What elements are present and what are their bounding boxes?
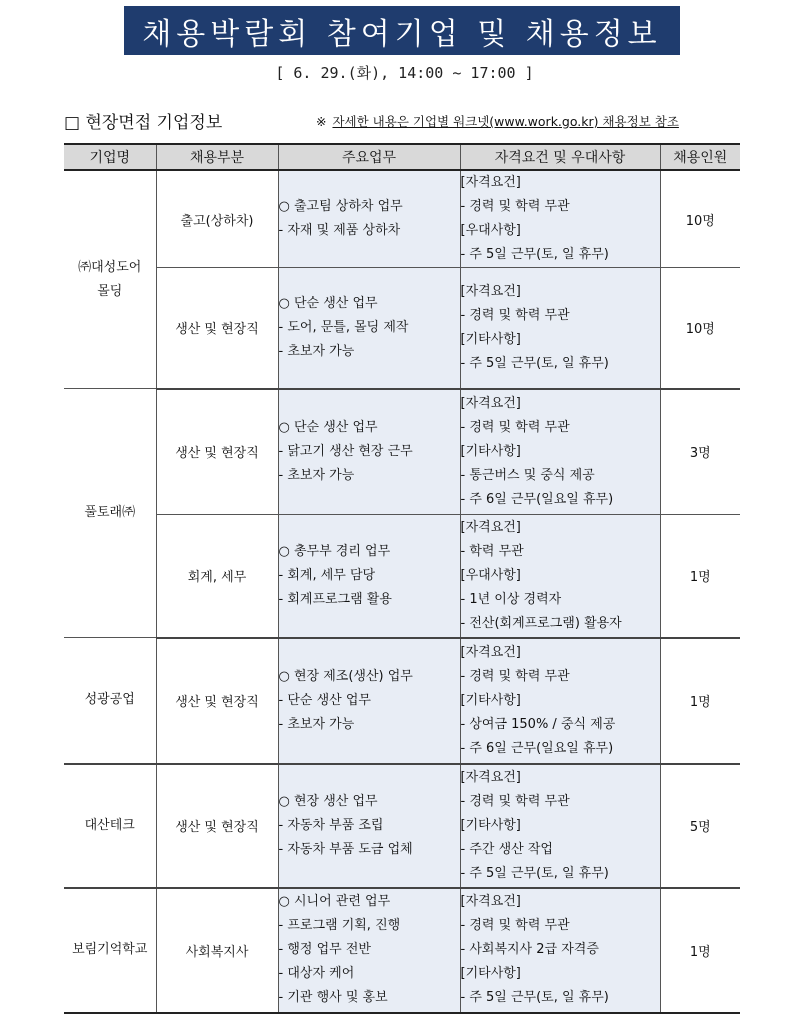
header-company: 기업명 [64,144,156,170]
company-name-cell [64,389,156,638]
page-title: 채용박람회 참여기업 및 채용정보 [142,16,662,52]
qualification-line: [자격요건] [460,519,521,535]
header-duties: 주요업무 [278,144,460,170]
qualification-line: [자격요건] [460,283,521,299]
duty-line: - 자동차 부품 도금 업체 [278,841,413,857]
qualification-line: - 경력 및 학력 무관 [460,793,570,809]
duty-line: ○ 단순 생산 업무 [278,295,378,311]
table-row [64,888,740,1013]
qualification-line: [기타사항] [460,443,521,459]
duty-line: - 회계프로그램 활용 [278,591,392,607]
page-title-banner [124,6,680,55]
duties-cell [278,764,460,888]
hire-count-cell: 1명 [660,515,740,638]
field-cell: 생산 및 현장직 [156,268,278,389]
duty-line: - 초보자 가능 [278,343,355,359]
note-text: 자세한 내용은 기업별 워크넷(www.work.go.kr) 채용정보 참조 [332,114,679,129]
qualifications-cell [460,170,660,268]
field-cell: 생산 및 현장직 [156,638,278,764]
field-cell: 생산 및 현장직 [156,764,278,888]
duty-line: ○ 시니어 관련 업무 [278,894,391,909]
qualification-line: - 1년 이상 경력자 [460,591,562,607]
company-name-line: 성광공업 [84,692,135,708]
note-mark: ※ [316,114,327,129]
table-row [64,638,740,764]
qualification-line: - 주 5일 근무(토, 일 휴무) [460,247,609,262]
hire-count-cell: 1명 [660,888,740,1013]
duty-line: - 회계, 세무 담당 [278,567,376,583]
qualification-line: - 주간 생산 작업 [460,841,553,857]
qualification-line: - 경력 및 학력 무관 [460,199,570,214]
header-field: 채용부분 [156,144,278,170]
company-name-line: 대산테크 [84,817,135,833]
qualification-line: [우대사항] [460,567,521,583]
qualification-line: [기타사항] [460,692,521,708]
table-row [64,170,740,268]
section-title: □ 현장면접 기업정보 [64,113,223,133]
qualification-line: - 경력 및 학력 무관 [460,307,570,323]
hire-count-cell: 10명 [660,170,740,268]
event-date: [ 6. 29.(화), 14:00 ~ 17:00 ] [275,64,534,82]
qualification-line: [자격요건] [460,175,521,190]
duties-cell [278,389,460,515]
qualification-line: [기타사항] [460,966,521,981]
qualification-line: - 학력 무관 [460,543,524,559]
duty-line: - 자동차 부품 조립 [278,817,384,833]
field-cell: 회계, 세무 [156,515,278,638]
table-row [64,268,740,389]
section-note [316,112,679,130]
duty-line: ○ 단순 생산 업무 [278,419,378,435]
header-count: 채용인원 [660,144,740,170]
qualifications-cell [460,764,660,888]
hire-count-cell: 1명 [660,638,740,764]
header-qualifications: 자격요건 및 우대사항 [460,144,660,170]
qualifications-cell [460,638,660,764]
hire-count-cell: 5명 [660,764,740,888]
duty-line: - 초보자 가능 [278,716,355,732]
company-name-cell [64,638,156,764]
qualifications-cell [460,888,660,1013]
duty-line: ○ 현장 제조(생산) 업무 [278,668,413,684]
qualification-line: - 주 6일 근무(일요일 휴무) [460,491,614,507]
qualification-line: - 주 5일 근무(토, 일 휴무) [460,865,609,881]
qualification-line: - 주 5일 근무(토, 일 휴무) [460,355,609,371]
qualification-line: - 사회복지사 2급 자격증 [460,942,599,957]
company-table [64,143,740,1014]
duty-line: - 닭고기 생산 현장 근무 [278,443,413,459]
table-header-row [64,144,740,170]
hire-count-cell: 3명 [660,389,740,515]
qualification-line: [자격요건] [460,395,521,411]
company-name-cell [64,764,156,888]
qualification-line: - 경력 및 학력 무관 [460,918,570,933]
duty-line: - 행정 업무 전반 [278,942,371,957]
qualification-line: - 통근버스 및 중식 제공 [460,467,595,483]
qualification-line: [자격요건] [460,769,521,785]
company-name-cell [64,888,156,1013]
hire-count-cell: 10명 [660,268,740,389]
duties-cell [278,888,460,1013]
qualification-line: - 상여금 150% / 중식 제공 [460,716,616,732]
qualification-line: [우대사항] [460,223,521,238]
qualifications-cell [460,515,660,638]
field-cell: 출고(상하차) [156,170,278,268]
table-row [64,515,740,638]
duties-cell [278,515,460,638]
table-row [64,764,740,888]
table-row [64,389,740,515]
duty-line: - 단순 생산 업무 [278,692,371,708]
qualification-line: - 전산(회계프로그램) 활용자 [460,615,622,631]
duties-cell [278,268,460,389]
company-name-line: 보림기억학교 [72,942,148,957]
qualification-line: [기타사항] [460,817,521,833]
duty-line: - 초보자 가능 [278,467,355,483]
duty-line: ○ 총무부 경리 업무 [278,543,391,559]
qualification-line: - 주 6일 근무(일요일 휴무) [460,740,614,756]
duties-cell [278,170,460,268]
duty-line: - 자재 및 제품 상하차 [278,223,401,238]
field-cell: 생산 및 현장직 [156,389,278,515]
company-name-cell [64,170,156,389]
company-name-line: ㈜대성도어 [78,259,142,275]
duty-line: ○ 출고팀 상하차 업무 [278,199,403,214]
duty-line: - 기관 행사 및 홍보 [278,990,388,1005]
qualification-line: - 경력 및 학력 무관 [460,419,570,435]
qualification-line: [자격요건] [460,894,521,909]
company-name-line: 풀토래㈜ [84,505,136,520]
qualification-line: - 경력 및 학력 무관 [460,668,570,684]
qualifications-cell [460,389,660,515]
duty-line: - 프로그램 기획, 진행 [278,918,401,933]
duty-line: ○ 현장 생산 업무 [278,793,378,809]
duty-line: - 도어, 문틀, 몰딩 제작 [278,319,409,335]
qualification-line: [자격요건] [460,644,521,660]
company-name-line: 몰딩 [97,283,123,299]
duties-cell [278,638,460,764]
qualification-line: [기타사항] [460,331,521,347]
qualifications-cell [460,268,660,389]
qualification-line: - 주 5일 근무(토, 일 휴무) [460,990,609,1005]
duty-line: - 대상자 케어 [278,966,355,981]
field-cell: 사회복지사 [156,888,278,1013]
